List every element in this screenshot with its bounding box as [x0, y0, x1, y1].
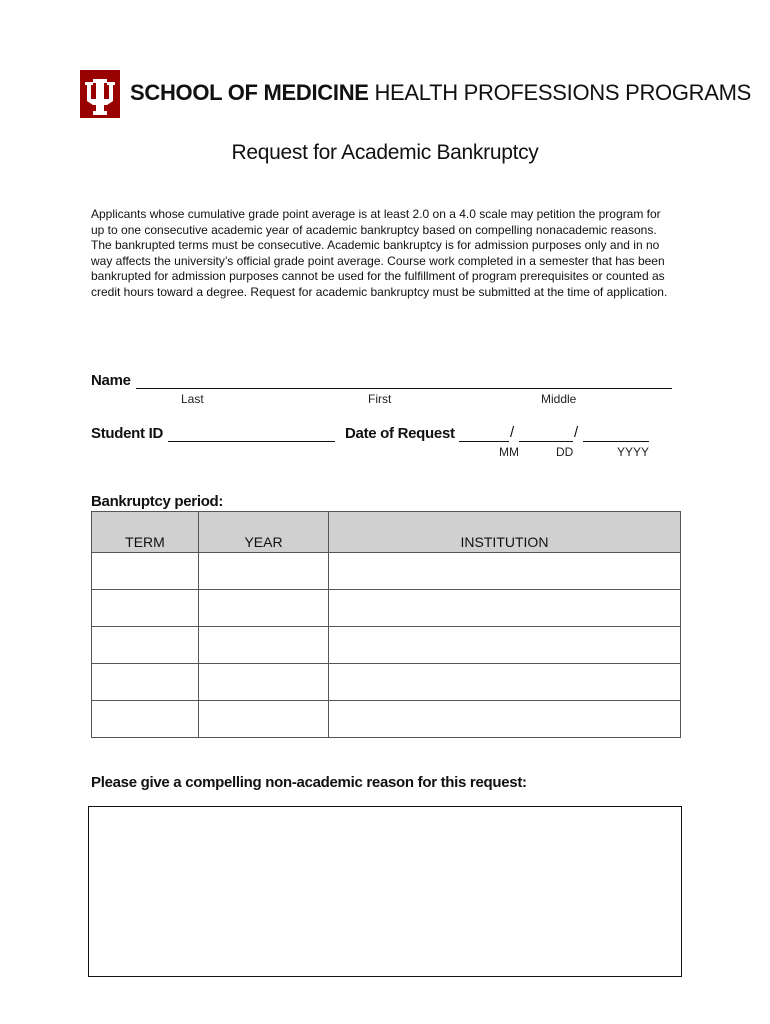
term-cell[interactable] — [92, 553, 199, 590]
col-header-term: TERM — [92, 512, 199, 553]
reason-textbox[interactable] — [88, 806, 682, 977]
institution-cell[interactable] — [329, 590, 681, 627]
student-id-field[interactable] — [168, 441, 335, 442]
name-middle-caption: Middle — [541, 392, 577, 406]
name-first-caption: First — [368, 392, 392, 406]
institution-cell[interactable] — [329, 701, 681, 738]
term-cell[interactable] — [92, 627, 199, 664]
name-label: Name — [91, 372, 131, 389]
year-cell[interactable] — [199, 664, 329, 701]
table-row — [92, 590, 681, 627]
date-yyyy-field[interactable] — [583, 441, 649, 442]
term-cell[interactable] — [92, 701, 199, 738]
year-cell[interactable] — [199, 627, 329, 664]
table-row — [92, 701, 681, 738]
reason-label: Please give a compelling non-academic reason for this request: — [91, 774, 527, 791]
org-header-rest: HEALTH PROFESSIONS PROGRAMS — [368, 80, 752, 105]
table-row — [92, 553, 681, 590]
col-header-year: YEAR — [199, 512, 329, 553]
bankruptcy-period-label: Bankruptcy period: — [91, 493, 224, 510]
institution-cell[interactable] — [329, 664, 681, 701]
year-cell[interactable] — [199, 701, 329, 738]
name-last-caption: Last — [181, 392, 204, 406]
date-mm-caption: MM — [499, 445, 519, 459]
intro-paragraph: Applicants whose cumulative grade point average is at least 2.0 on a 4.0 scale may petition the program for up to one consecutive academic year of academic bankruptcy based on compelling nonacademic reasons. The bankrupted terms must be consecutive. Academic bankruptcy is for admission purposes only and in no way affects the university’s official grade point average. Course work completed in a semester that has been bankrupted for admission purposes cannot be used for the fulfillment of program prerequisites or counted as credit hours toward a degree. Request for academic bankruptcy must be submitted at the time of application. — [91, 207, 668, 299]
table-header-row — [92, 512, 681, 553]
institution-cell[interactable] — [329, 627, 681, 664]
table-row — [92, 664, 681, 701]
year-cell[interactable] — [199, 553, 329, 590]
org-header-bold: SCHOOL OF MEDICINE — [130, 80, 369, 105]
bankruptcy-table — [91, 511, 681, 738]
year-cell[interactable] — [199, 590, 329, 627]
date-label: Date of Request — [345, 425, 455, 442]
date-mm-field[interactable] — [459, 441, 509, 442]
term-cell[interactable] — [92, 590, 199, 627]
date-separator: / — [510, 424, 515, 441]
col-header-institution: INSTITUTION — [329, 512, 681, 553]
term-cell[interactable] — [92, 664, 199, 701]
org-header — [130, 80, 751, 106]
iu-trident-logo — [80, 70, 120, 118]
date-dd-field[interactable] — [519, 441, 573, 442]
date-dd-caption: DD — [556, 445, 574, 459]
institution-cell[interactable] — [329, 553, 681, 590]
name-field[interactable] — [136, 388, 672, 389]
form-title: Request for Academic Bankruptcy — [231, 141, 539, 164]
date-separator: / — [574, 424, 579, 441]
table-row — [92, 627, 681, 664]
student-id-label: Student ID — [91, 425, 163, 442]
date-yyyy-caption: YYYY — [617, 445, 650, 459]
